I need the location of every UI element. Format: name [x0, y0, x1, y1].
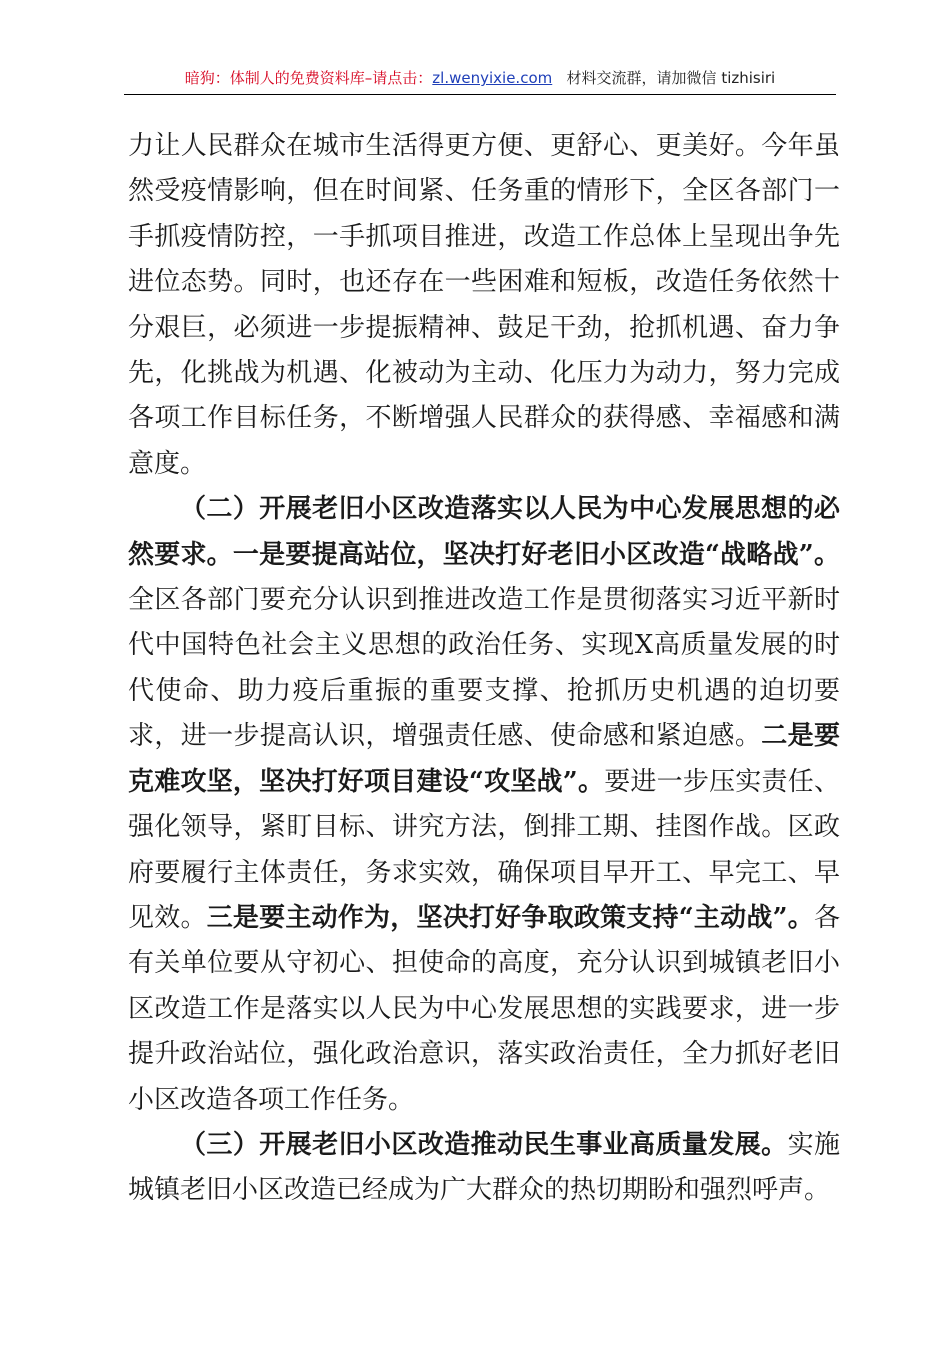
- point-one-title: 一是要提高站位，坚决打好老旧小区改造“战略战”。: [232, 539, 840, 570]
- header-wechat-note: 材料交流群，请加微信 tizhisiri: [566, 69, 776, 87]
- header-library-name: 暗狗：体制人的免费资料库: [184, 69, 365, 87]
- point-two-title: 二是要克难攻坚，坚决打好项目建设“攻坚战”。: [128, 721, 840, 797]
- point-two-text: 要进一步压实责任、强化领导，紧盯目标、讲究方法，倒排工期、挂图作战。区政府要履行主体责任，务求实效，确保项目早开工、早完工、早见效。: [128, 766, 840, 933]
- section-two-heading: （二）开展老旧小区改造落实以人民为中心发展思想的必然要求。: [128, 494, 840, 570]
- paragraph-continuation: 力让人民群众在城市生活得更方便、更舒心、更美好。今年虽然受疫情影响，但在时间紧、任务重的情形下，全区各部门一手抓疫情防控，一手抓项目推进，改造工作总体上呈现出争先进位态势。同时，也还存在一些困难和短板，改造任务依然十分艰巨，必须进一步提振精神、鼓足干劲，抢抓机遇、奋力争先，化挑战为机遇、化被动为主动、化压力为动力，努力完成各项工作目标任务，不断增强人民群众的获得感、幸福感和满意度。: [128, 131, 840, 479]
- section-three-text: 实施城镇老旧小区改造已经成为广大群众的热切期盼和强烈呼声。: [128, 1129, 840, 1206]
- point-three-title: 三是要主动作为，坚决打好争取政策支持“主动战”。: [206, 902, 814, 933]
- paragraph-section-two: [128, 487, 840, 1123]
- page-header: [124, 62, 836, 95]
- section-three-heading: （三）开展老旧小区改造推动民生事业高质量发展。: [180, 1129, 788, 1160]
- point-one-text: 全区各部门要充分认识到推进改造工作是贯彻落实习近平新时代中国特色社会主义思想的政治任务、实现X高质量发展的时代使命、助力疫后重振的重要支撑、抢抓历史机遇的迫切要求，进一步提高认识，增强责任感、使命感和紧迫感。: [128, 585, 840, 752]
- paragraph-section-three: [128, 1123, 840, 1214]
- document-body: [128, 124, 840, 1214]
- header-website-link[interactable]: zl.wenyixie.com: [432, 69, 553, 87]
- header-click-prompt: –请点击：: [364, 69, 433, 87]
- point-three-text: 各有关单位要从守初心、担使命的高度，充分认识到城镇老旧小区改造工作是落实以人民为中心发展思想的实践要求，进一步提升政治站位，强化政治意识，落实政治责任，全力抓好老旧小区改造各项工作任务。: [128, 902, 840, 1115]
